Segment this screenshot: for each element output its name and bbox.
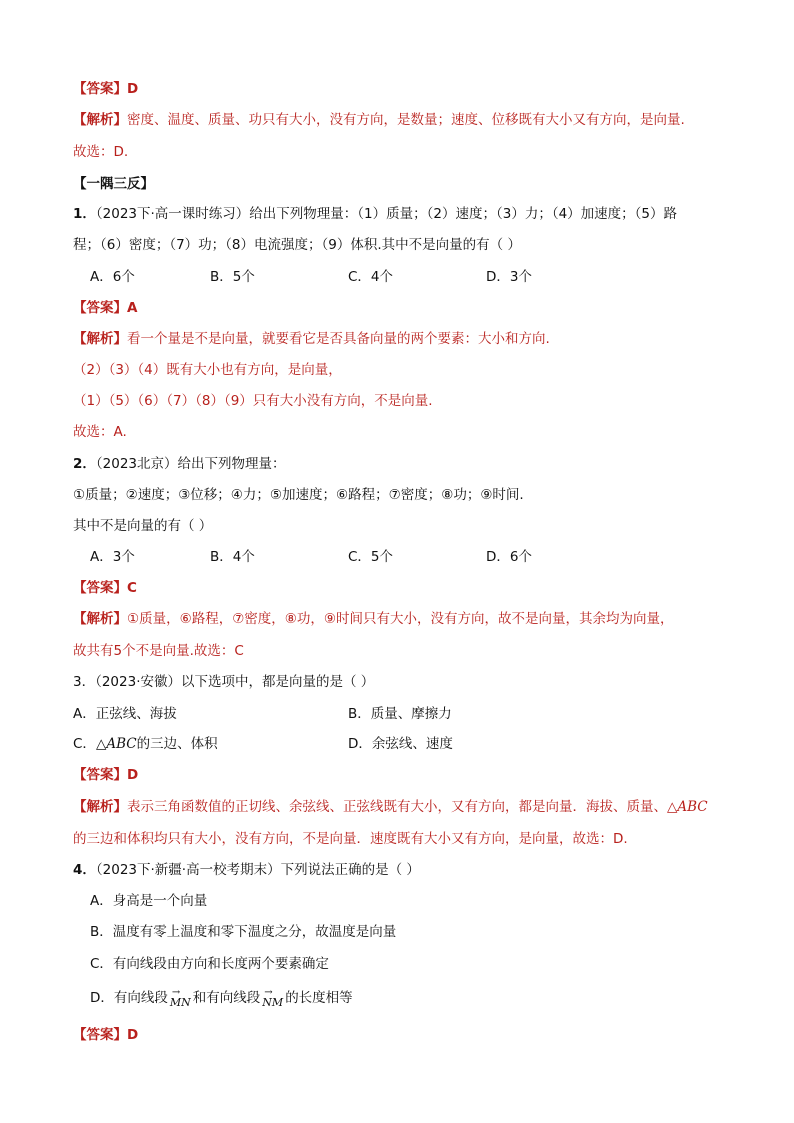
analysis-text: 看一个量是不是向量，就要看它是否具备向量的两个要素：大小和方向. bbox=[127, 331, 550, 347]
q1-option-b: B．5个 bbox=[210, 269, 255, 285]
analysis-tag: 【解析】 bbox=[73, 611, 127, 627]
analysis-text: 表示三角函数值的正切线、余弦线、正弦线既有大小，又有方向，都是向量．海拔、质量、 bbox=[127, 799, 667, 815]
analysis-text: ①质量，⑥路程，⑦密度，⑧功，⑨时间只有大小，没有方向，故不是向量，其余均为向量， bbox=[127, 611, 674, 627]
question-3-line-1: 3．（2023·安徽）以下选项中，都是向量的是（ ） bbox=[73, 674, 375, 690]
option-mid: 和有向线段 bbox=[192, 990, 261, 1006]
question-text: （2023下·高一课时练习）给出下列物理量：（1）质量；（2）速度；（3）力；（4）加速度；（5）路 bbox=[95, 206, 677, 222]
q3-analysis-line-2: 的三边和体积均只有大小，没有方向，不是向量．速度既有大小又有方向，是向量，故选：D. bbox=[73, 831, 628, 847]
triangle-label: ABC bbox=[677, 799, 708, 815]
q3-analysis-line-1 bbox=[73, 797, 708, 817]
section-heading-practice: 【一隅三反】 bbox=[73, 176, 154, 192]
triangle-symbol: △ bbox=[95, 736, 107, 752]
option-prefix: C． bbox=[73, 736, 96, 752]
analysis-tag: 【解析】 bbox=[73, 799, 127, 815]
vector-mn: → MN bbox=[168, 993, 193, 1013]
question-1-line-2: 程；（6）密度；（7）功；（8）电流强度；（9）体积.其中不是向量的有（ ） bbox=[73, 237, 521, 253]
q3-answer-line bbox=[73, 765, 138, 785]
q2-analysis-line-1 bbox=[73, 609, 674, 629]
q2-option-a: A．3个 bbox=[90, 549, 135, 565]
answer-value: C bbox=[127, 580, 137, 596]
question-number: 1． bbox=[73, 206, 96, 222]
answer-value: D bbox=[127, 1027, 139, 1043]
q4-option-d bbox=[90, 988, 353, 1013]
q1-analysis-line-3: （1）（5）（6）（7）（8）（9）只有大小没有方向，不是向量. bbox=[73, 393, 433, 409]
answer-tag: 【答案】 bbox=[73, 580, 127, 596]
q1-option-d: D．3个 bbox=[486, 269, 532, 285]
vector-nm: → NM bbox=[260, 993, 285, 1013]
question-1-line-1 bbox=[73, 204, 677, 224]
q3-option-a: A．正弦线、海拔 bbox=[73, 706, 177, 722]
triangle-symbol: △ bbox=[667, 799, 678, 815]
q2-answer-line bbox=[73, 578, 137, 598]
option-suffix: 的三边、体积 bbox=[136, 736, 218, 752]
question-2-line-3: 其中不是向量的有（ ） bbox=[73, 518, 213, 534]
conclusion-0: 故选：D. bbox=[73, 144, 129, 160]
q3-option-b: B．质量、摩擦力 bbox=[348, 706, 452, 722]
answer-tag: 【答案】 bbox=[73, 81, 127, 97]
q1-conclusion: 故选：A. bbox=[73, 424, 127, 440]
option-prefix: D．有向线段 bbox=[90, 990, 168, 1006]
triangle-label: ABC bbox=[106, 736, 137, 752]
q2-option-b: B．4个 bbox=[210, 549, 255, 565]
q1-option-a: A．6个 bbox=[90, 269, 135, 285]
q4-option-b: B．温度有零上温度和零下温度之分，故温度是向量 bbox=[90, 924, 397, 940]
analysis-tag: 【解析】 bbox=[73, 331, 127, 347]
question-text: （2023北京）给出下列物理量： bbox=[95, 456, 286, 472]
q4-option-c: C．有向线段由方向和长度两个要素确定 bbox=[90, 956, 329, 972]
q2-option-c: C．5个 bbox=[348, 549, 394, 565]
answer-tag: 【答案】 bbox=[73, 1027, 127, 1043]
option-suffix: 的长度相等 bbox=[285, 990, 353, 1006]
q1-analysis-line-2: （2）（3）（4）既有大小也有方向，是向量， bbox=[73, 362, 342, 378]
answer-value: D bbox=[127, 81, 139, 97]
q1-answer-line bbox=[73, 298, 137, 318]
q3-option-c bbox=[73, 734, 218, 754]
analysis-line-0 bbox=[73, 110, 685, 130]
question-number: 4． bbox=[73, 862, 96, 878]
question-2-line-2: ①质量；②速度；③位移；④力；⑤加速度；⑥路程；⑦密度；⑧功；⑨时间. bbox=[73, 487, 524, 503]
q2-analysis-line-2: 故共有5个不是向量.故选：C bbox=[73, 643, 244, 659]
analysis-text: 密度、温度、质量、功只有大小，没有方向，是数量；速度、位移既有大小又有方向，是向量. bbox=[127, 112, 685, 128]
answer-value: D bbox=[127, 767, 139, 783]
q2-option-d: D．6个 bbox=[486, 549, 532, 565]
q4-answer-line bbox=[73, 1025, 138, 1045]
question-number: 2． bbox=[73, 456, 96, 472]
answer-value: A bbox=[127, 300, 138, 316]
answer-line-0 bbox=[73, 79, 138, 99]
answer-tag: 【答案】 bbox=[73, 300, 127, 316]
q1-analysis-line-1 bbox=[73, 329, 550, 349]
question-2-line-1 bbox=[73, 454, 286, 474]
question-4-line-1 bbox=[73, 860, 420, 880]
question-text: （2023下·新疆·高一校考期末）下列说法正确的是（ ） bbox=[95, 862, 420, 878]
q1-option-c: C．4个 bbox=[348, 269, 394, 285]
q3-option-d: D．余弦线、速度 bbox=[348, 736, 453, 752]
q4-option-a: A．身高是一个向量 bbox=[90, 893, 208, 909]
answer-tag: 【答案】 bbox=[73, 767, 127, 783]
analysis-tag: 【解析】 bbox=[73, 112, 127, 128]
